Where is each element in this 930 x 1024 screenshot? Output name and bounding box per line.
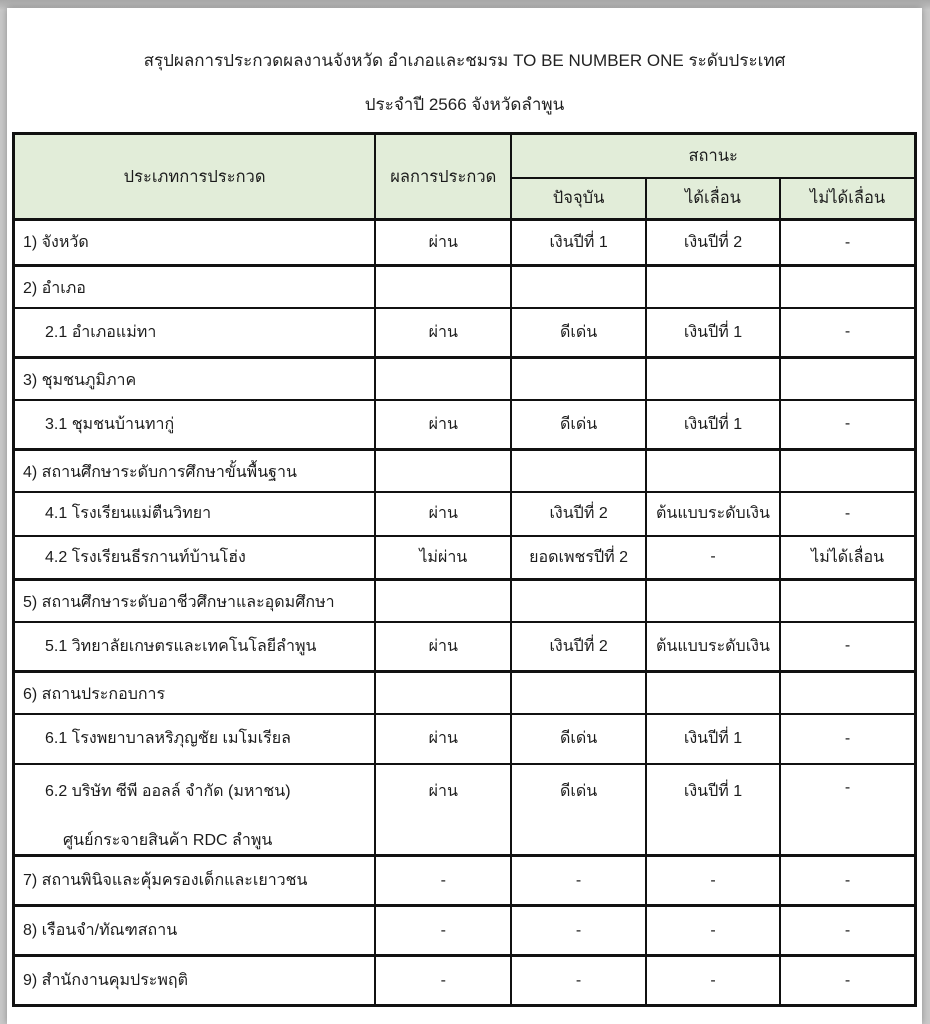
result-cell: - bbox=[375, 906, 511, 956]
header-result: ผลการประกวด bbox=[375, 134, 511, 220]
result-cell bbox=[375, 266, 511, 308]
not-promoted-cell: - bbox=[780, 622, 915, 672]
promoted-cell bbox=[646, 450, 780, 492]
entry-row bbox=[14, 956, 916, 1006]
entry-row bbox=[14, 714, 916, 764]
group-district bbox=[14, 266, 916, 358]
not-promoted-cell: ไม่ได้เลื่อน bbox=[780, 536, 915, 580]
not-promoted-cell: - bbox=[780, 400, 915, 450]
promoted-cell: ต้นแบบระดับเงิน bbox=[646, 622, 780, 672]
entry-row bbox=[14, 400, 916, 450]
promoted-cell: - bbox=[646, 536, 780, 580]
result-cell: - bbox=[375, 856, 511, 906]
category-cell: 4.1 โรงเรียนแม่ตืนวิทยา bbox=[14, 492, 376, 536]
category-row bbox=[14, 672, 916, 714]
promoted-cell bbox=[646, 358, 780, 400]
promoted-cell: เงินปีที่ 1 bbox=[646, 764, 780, 856]
category-cell: 3) ชุมชนภูมิภาค bbox=[14, 358, 376, 400]
header-category: ประเภทการประกวด bbox=[14, 134, 376, 220]
result-cell bbox=[375, 450, 511, 492]
result-cell: ผ่าน bbox=[375, 622, 511, 672]
group-vocational-higher-education bbox=[14, 580, 916, 672]
current-cell: ดีเด่น bbox=[511, 714, 645, 764]
current-cell: - bbox=[511, 956, 645, 1006]
category-row bbox=[14, 580, 916, 622]
page-title: สรุปผลการประกวดผลงานจังหวัด อำเภอและชมรม TO BE NUMBER ONE ระดับประเทศ bbox=[143, 51, 786, 70]
not-promoted-cell: - bbox=[780, 308, 915, 358]
not-promoted-cell: - bbox=[780, 856, 915, 906]
current-cell: เงินปีที่ 1 bbox=[511, 220, 645, 266]
current-cell: - bbox=[511, 906, 645, 956]
promoted-cell: - bbox=[646, 906, 780, 956]
not-promoted-cell bbox=[780, 450, 915, 492]
entry-row bbox=[14, 308, 916, 358]
current-cell: ดีเด่น bbox=[511, 308, 645, 358]
category-cell: 6.1 โรงพยาบาลหริภุญชัย เมโมเรียล bbox=[14, 714, 376, 764]
not-promoted-cell: - bbox=[780, 764, 915, 856]
promoted-cell: เงินปีที่ 1 bbox=[646, 308, 780, 358]
header-promoted: ได้เลื่อน bbox=[646, 178, 780, 220]
header-current: ปัจจุบัน bbox=[511, 178, 645, 220]
group-province bbox=[14, 220, 916, 266]
not-promoted-cell: - bbox=[780, 714, 915, 764]
entry-label-line1: 6.2 บริษัท ซีพี ออลล์ จำกัด (มหาชน) bbox=[45, 782, 291, 800]
current-cell bbox=[511, 672, 645, 714]
promoted-cell bbox=[646, 580, 780, 622]
promoted-cell: - bbox=[646, 956, 780, 1006]
category-cell: 1) จังหวัด bbox=[14, 220, 376, 266]
result-cell: - bbox=[375, 956, 511, 1006]
entry-row bbox=[14, 764, 916, 856]
category-cell: 8) เรือนจำ/ทัณฑสถาน bbox=[14, 906, 376, 956]
group-workplace bbox=[14, 672, 916, 856]
category-cell: 4) สถานศึกษาระดับการศึกษาขั้นพื้นฐาน bbox=[14, 450, 376, 492]
result-cell: ผ่าน bbox=[375, 400, 511, 450]
result-cell: ไม่ผ่าน bbox=[375, 536, 511, 580]
promoted-cell: เงินปีที่ 1 bbox=[646, 714, 780, 764]
current-cell bbox=[511, 450, 645, 492]
category-cell bbox=[14, 764, 376, 856]
entry-row bbox=[14, 492, 916, 536]
result-cell: ผ่าน bbox=[375, 714, 511, 764]
page-subtitle: ประจำปี 2566 จังหวัดลำพูน bbox=[364, 95, 565, 114]
category-cell: 3.1 ชุมชนบ้านทากู่ bbox=[14, 400, 376, 450]
current-cell: ดีเด่น bbox=[511, 764, 645, 856]
result-cell: ผ่าน bbox=[375, 492, 511, 536]
promoted-cell: เงินปีที่ 2 bbox=[646, 220, 780, 266]
category-row bbox=[14, 358, 916, 400]
not-promoted-cell bbox=[780, 672, 915, 714]
category-cell: 6) สถานประกอบการ bbox=[14, 672, 376, 714]
entry-label-line2: ศูนย์กระจายสินค้า RDC ลำพูน bbox=[63, 831, 273, 849]
category-cell: 5) สถานศึกษาระดับอาชีวศึกษาและอุดมศึกษา bbox=[14, 580, 376, 622]
result-cell bbox=[375, 580, 511, 622]
header-not-promoted: ไม่ได้เลื่อน bbox=[780, 178, 915, 220]
result-cell: ผ่าน bbox=[375, 308, 511, 358]
group-basic-education bbox=[14, 450, 916, 580]
current-cell: - bbox=[511, 856, 645, 906]
promoted-cell bbox=[646, 672, 780, 714]
not-promoted-cell bbox=[780, 266, 915, 308]
promoted-cell: ต้นแบบระดับเงิน bbox=[646, 492, 780, 536]
not-promoted-cell: - bbox=[780, 492, 915, 536]
group-juvenile-center bbox=[14, 856, 916, 906]
current-cell: ยอดเพชรปีที่ 2 bbox=[511, 536, 645, 580]
group-community bbox=[14, 358, 916, 450]
promoted-cell: เงินปีที่ 1 bbox=[646, 400, 780, 450]
category-cell: 9) สำนักงานคุมประพฤติ bbox=[14, 956, 376, 1006]
group-prison bbox=[14, 906, 916, 956]
category-cell: 4.2 โรงเรียนธีรกานท์บ้านโฮ่ง bbox=[14, 536, 376, 580]
not-promoted-cell: - bbox=[780, 220, 915, 266]
header-row-top bbox=[14, 134, 916, 178]
current-cell: เงินปีที่ 2 bbox=[511, 622, 645, 672]
not-promoted-cell bbox=[780, 358, 915, 400]
category-cell: 2.1 อำเภอแม่ทา bbox=[14, 308, 376, 358]
result-cell bbox=[375, 358, 511, 400]
category-cell: 2) อำเภอ bbox=[14, 266, 376, 308]
category-cell: 5.1 วิทยาลัยเกษตรและเทคโนโลยีลำพูน bbox=[14, 622, 376, 672]
result-cell bbox=[375, 672, 511, 714]
current-cell bbox=[511, 580, 645, 622]
entry-row bbox=[14, 536, 916, 580]
group-probation-office bbox=[14, 956, 916, 1006]
result-cell: ผ่าน bbox=[375, 764, 511, 856]
category-cell: 7) สถานพินิจและคุ้มครองเด็กและเยาวชน bbox=[14, 856, 376, 906]
entry-row bbox=[14, 220, 916, 266]
category-row bbox=[14, 266, 916, 308]
results-table bbox=[12, 132, 917, 1007]
entry-row bbox=[14, 622, 916, 672]
current-cell: เงินปีที่ 2 bbox=[511, 492, 645, 536]
not-promoted-cell bbox=[780, 580, 915, 622]
header-status: สถานะ bbox=[511, 134, 915, 178]
result-cell: ผ่าน bbox=[375, 220, 511, 266]
current-cell bbox=[511, 358, 645, 400]
promoted-cell bbox=[646, 266, 780, 308]
document-page bbox=[7, 8, 922, 1024]
promoted-cell: - bbox=[646, 856, 780, 906]
entry-row bbox=[14, 906, 916, 956]
current-cell bbox=[511, 266, 645, 308]
not-promoted-cell: - bbox=[780, 906, 915, 956]
category-row bbox=[14, 450, 916, 492]
not-promoted-cell: - bbox=[780, 956, 915, 1006]
entry-row bbox=[14, 856, 916, 906]
table-header bbox=[14, 134, 916, 220]
current-cell: ดีเด่น bbox=[511, 400, 645, 450]
